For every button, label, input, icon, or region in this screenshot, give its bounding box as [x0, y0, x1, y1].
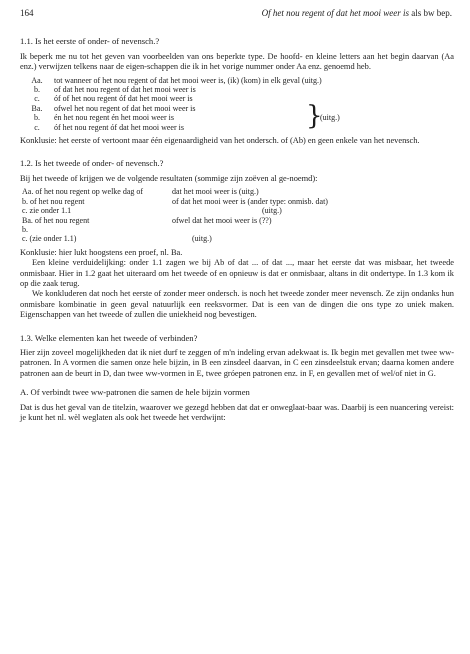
example-row: c. óf of het nou regent óf dat het mooi weer is — [34, 94, 193, 104]
page-number: 164 — [20, 8, 34, 18]
example-row: b. of het nou regent of dat het mooi weer is (ander type: onmisb. dat) — [22, 196, 328, 206]
paragraph: Ik beperk me nu tot het geven van voorbeelden van ons beperkte type. De hoofd- en kleine letters aan het begin daarvan (Aa enz.) verwijzen telkens naar de eigen-schappen die ik in het vorige nummer onder Aa enz. genoemd heb. — [20, 51, 454, 72]
example-block-1-1 — [20, 76, 454, 132]
example-row: b. én het nou regent én het mooi weer is — [34, 113, 174, 123]
paragraph: Dat is dus het geval van de titelzin, waarover we gezegd hebben dat dat er onweglaat-baar was. Daarbij is een nuancering vereist: je kunt het nl. wèl weglaten als ook het tweede het verdwijnt: — [20, 402, 454, 422]
example-block-1-2 — [20, 187, 454, 243]
paragraph: Bij het tweede of krijgen we de volgende resultaten (sommige zijn zoëven al ge-noemd): — [20, 173, 318, 183]
section-heading-1-3: 1.3. Welke elementen kan het tweede of verbinden? — [20, 332, 198, 343]
example-row: b. — [22, 224, 28, 234]
subheading-a: A. Of verbindt twee ww-patronen die samen de hele bijzin vormen — [20, 387, 250, 398]
brace-symbol: } — [306, 100, 323, 131]
page-header — [20, 8, 454, 18]
example-row: c. óf het nou regent óf dat het mooi weer is — [34, 122, 184, 132]
paragraph: Hier zijn zoveel mogelijkheden dat ik niet durf te zeggen of m'n indeling ervan adekwaat is. Ik begin met gevallen met twee ww-patronen. In A vormen die samen onze hele bijzin, in B een zinsdeel daarvan, in C een zinsdeelstuk ervan; daarna komen andere patronen aan de beurt in D, dan twee ww-vormen in E, twee gróepen patronen enz. in F, en gevallen met of wel/of niet in G. — [20, 347, 454, 378]
example-row: Aa. tot wanneer of het nou regent of dat het mooi weer is, (ik) (kom) in elk geval (uitg.) — [31, 75, 322, 85]
section-heading-1-1: 1.1. Is het eerste of onder- of nevensch.? — [20, 36, 160, 47]
example-row: Aa. of het nou regent op welke dag of dat het mooi weer is (uitg.) — [22, 187, 259, 197]
running-title: Of het nou regent of dat het mooi weer is als bw bep. — [261, 8, 452, 18]
example-row: b. of dat het nou regent of dat het mooi weer is — [34, 85, 196, 95]
section-heading-1-2: 1.2. Is het tweede of onder- of nevensch.? — [20, 158, 164, 169]
example-row: c. zie onder 1.1 (uitg.) — [22, 206, 282, 216]
conclusion: Konklusie: het eerste of vertoont maar één eigenaardigheid van het ondersch. of (Ab) en geen enkele van het nevensch. — [20, 136, 420, 146]
paragraph: Een kleine verduidelijking: onder 1.1 zagen we bij Ab of dat ... of dat ..., maar het eerste dat was misbaar, het tweede onmisbaar. Hier in 1.2 gaat het uiteraard om het tweede of en opnieuw is dat er onmisbaar, altans in dit ondertype. In 1.3 kom ik op die zaak terug. — [20, 258, 454, 288]
example-row: c. (zie onder 1.1) (uitg.) — [22, 234, 212, 244]
paragraph: We konkluderen dat noch het eerste of zonder meer ondersch. is noch het tweede zonder meer nevensch. Ze zijn ondanks hun onmisbare kombinatie in geen geval natuurlijk een reeksvormer. Dat is een van de dingen die ons type zo uniek maken. Eigenschappen van het tweede of zullen die uniekheid nog bevestigen. — [20, 289, 454, 320]
example-row: Ba. ofwel het nou regent of dat het mooi weer is — [31, 103, 196, 113]
brace-note: (uitg.) — [320, 112, 340, 122]
conclusion: Konklusie: hier lukt hoogstens een proef, nl. Ba. — [20, 247, 183, 257]
example-row: Ba. of het nou regent ofwel dat het mooi weer is (??) — [22, 215, 272, 225]
